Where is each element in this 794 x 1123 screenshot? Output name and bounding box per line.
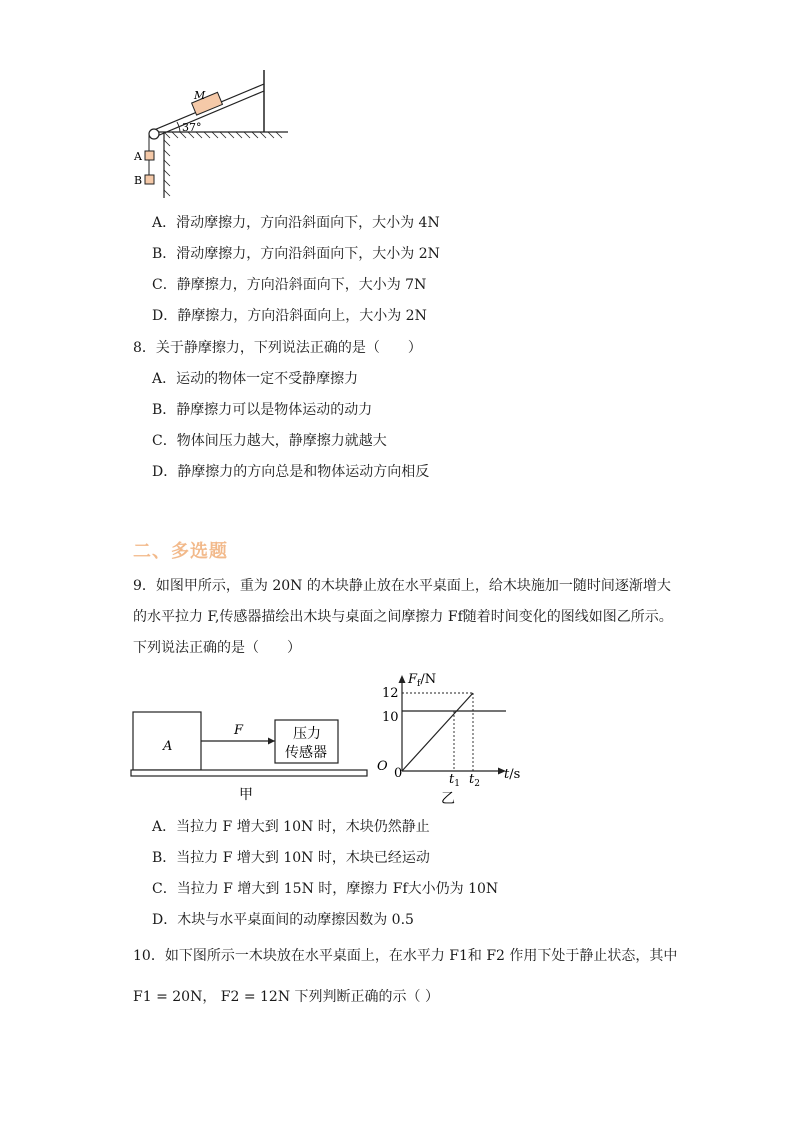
mass-label: M [194, 89, 206, 102]
q8-option-c[interactable]: C．物体间压力越大，静摩擦力就越大 [152, 433, 387, 449]
q9-stem-line2: 的水平拉力 F,传感器描绘出木块与桌面之间摩擦力 Ff随着时间变化的图线如图乙所示。 [133, 609, 673, 625]
q8-option-a[interactable]: A．运动的物体一定不受静摩擦力 [152, 371, 359, 387]
q8-stem: 8．关于静摩擦力，下列说法正确的是（ ） [133, 340, 422, 356]
q8-option-d[interactable]: D．静摩擦力的方向总是和物体运动方向相反 [152, 464, 430, 480]
yi-t1-label: $t_1$ [449, 772, 460, 789]
jia-caption: 甲 [239, 787, 253, 803]
block-a-label: A [134, 150, 142, 163]
yi-y-axis-label: $F_f/N$ [408, 672, 437, 689]
jia-block-label: A [163, 739, 173, 754]
incline-figure [130, 62, 300, 202]
q10-stem-line2: F1 = 20N， F2 = 12N 下列判断正确的示（ ） [133, 989, 439, 1005]
angle-label: 37° [182, 121, 202, 134]
q7-option-d[interactable]: D．静摩擦力，方向沿斜面向上，大小为 2N [152, 308, 427, 324]
q9-option-b[interactable]: B．当拉力 F 增大到 10N 时，木块已经运动 [152, 850, 430, 866]
section-title: 二、多选题 [133, 541, 228, 562]
figure-yi [372, 666, 522, 811]
figure-jia [130, 705, 370, 805]
yi-t2-label: $t_2$ [469, 772, 480, 789]
q7-option-c[interactable]: C．静摩擦力，方向沿斜面向下，大小为 7N [152, 277, 427, 293]
q9-option-a[interactable]: A．当拉力 F 增大到 10N 时，木块仍然静止 [152, 819, 430, 835]
yi-y-tick-10: 10 [382, 710, 399, 725]
q10-stem-line1: 10．如下图所示一木块放在水平桌面上，在水平力 F1和 F2 作用下处于静止状态，其中 [133, 948, 678, 964]
jia-sensor-line1: 压力 [293, 726, 321, 742]
q8-option-b[interactable]: B．静摩擦力可以是物体运动的动力 [152, 402, 373, 418]
yi-caption: 乙 [441, 791, 455, 807]
yi-origin-label: O [377, 759, 388, 774]
q7-option-b[interactable]: B．滑动摩擦力，方向沿斜面向下，大小为 2N [152, 246, 440, 262]
yi-y-tick-12: 12 [382, 686, 399, 701]
q9-stem-line3: 下列说法正确的是（ ） [133, 640, 301, 656]
q9-option-c[interactable]: C．当拉力 F 增大到 15N 时，摩擦力 Ff大小仍为 10N [152, 881, 499, 897]
q9-stem-line1: 9．如图甲所示，重为 20N 的木块静止放在水平桌面上，给木块施加一随时间逐渐增大 [133, 578, 671, 594]
yi-zero-label: 0 [394, 766, 403, 781]
q7-option-a[interactable]: A．滑动摩擦力，方向沿斜面向下，大小为 4N [152, 215, 440, 231]
q9-option-d[interactable]: D．木块与水平桌面间的动摩擦因数为 0.5 [152, 912, 414, 928]
jia-force-label: F [234, 723, 244, 738]
yi-x-axis-label: t/s [504, 767, 521, 782]
block-b-label: B [134, 174, 143, 187]
jia-sensor-line2: 传感器 [285, 745, 327, 761]
